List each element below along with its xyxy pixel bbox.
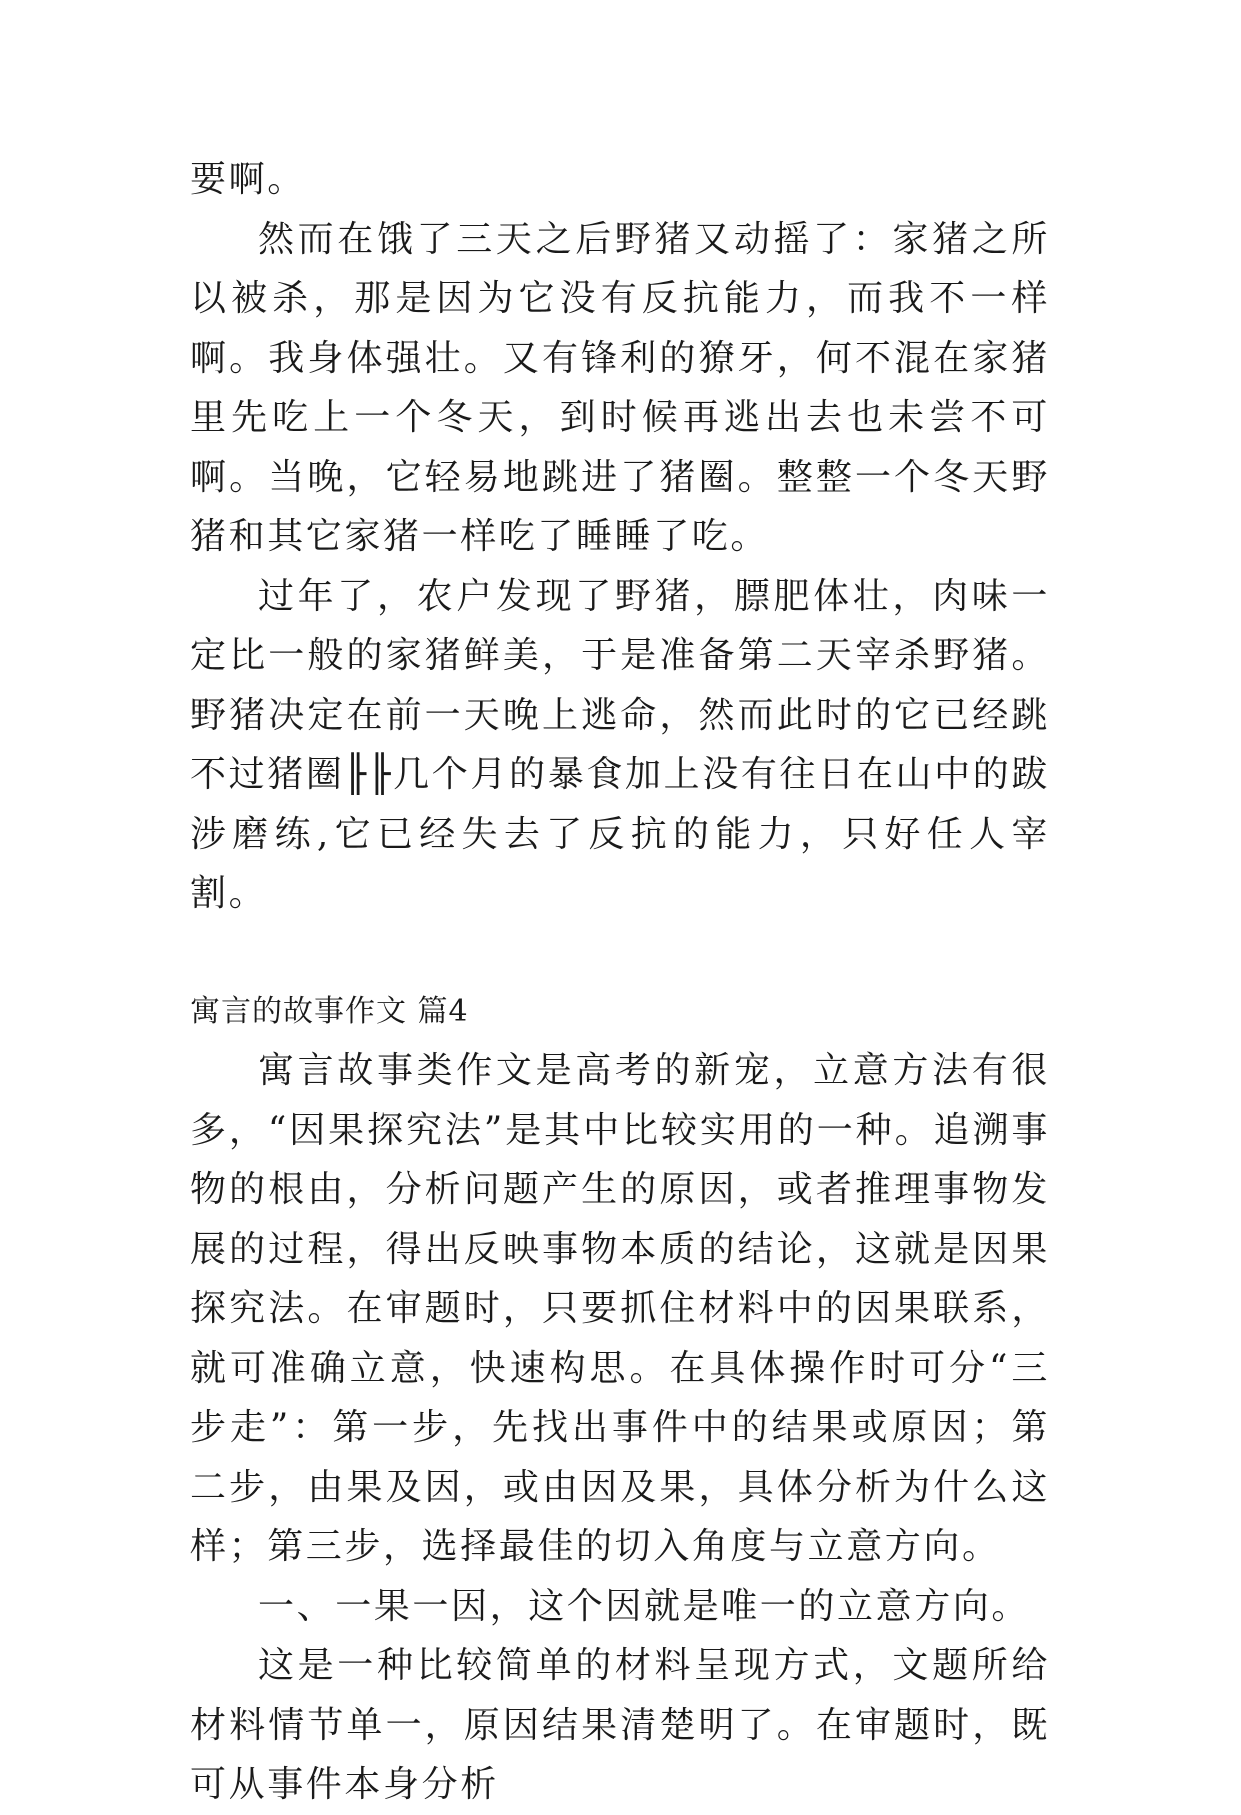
- paragraph: 寓言故事类作文是高考的新宠，立意方法有很多，“因果探究法”是其中比较实用的一种。追溯事物的根由，分析问题产生的原因，或者推理事物发展的过程，得出反映事物本质的结论，这就是因果探究法。在审题时，只要抓住材料中的因果联系，就可准确立意，快速构思。在具体操作时可分“三步走”：第一步，先找出事件中的结果或原因；第二步，由果及因，或由因及果，具体分析为什么这样；第三步，选择最佳的切入角度与立意方向。: [190, 1050, 1050, 1567]
- document-page: [190, 150, 1050, 1815]
- paragraph: 过年了，农户发现了野猪，膘肥体壮，肉味一定比一般的家猪鲜美，于是准备第二天宰杀野猪。野猪决定在前一天晚上逃命，然而此时的它已经跳不过猪圈╟╟几个月的暴食加上没有往日在山中的跋涉磨练,它已经失去了反抗的能力，只好任人宰割。: [190, 575, 1050, 914]
- paragraph: 然而在饿了三天之后野猪又动摇了：家猪之所以被杀，那是因为它没有反抗能力，而我不一样啊。我身体强壮。又有锋利的獠牙，何不混在家猪里先吃上一个冬天，到时候再逃出去也未尝不可啊。当晚，它轻易地跳进了猪圈。整整一个冬天野猪和其它家猪一样吃了睡睡了吃。: [190, 218, 1050, 557]
- paragraph: 要啊。: [190, 159, 306, 200]
- section-heading: 寓言的故事作文 篇4: [190, 993, 469, 1029]
- paragraph: 一、一果一因，这个因就是唯一的立意方向。: [258, 1585, 1031, 1627]
- paragraph: 这是一种比较简单的材料呈现方式，文题所给材料情节单一，原因结果清楚明了。在审题时，既可从事件本身分析: [190, 1645, 1050, 1805]
